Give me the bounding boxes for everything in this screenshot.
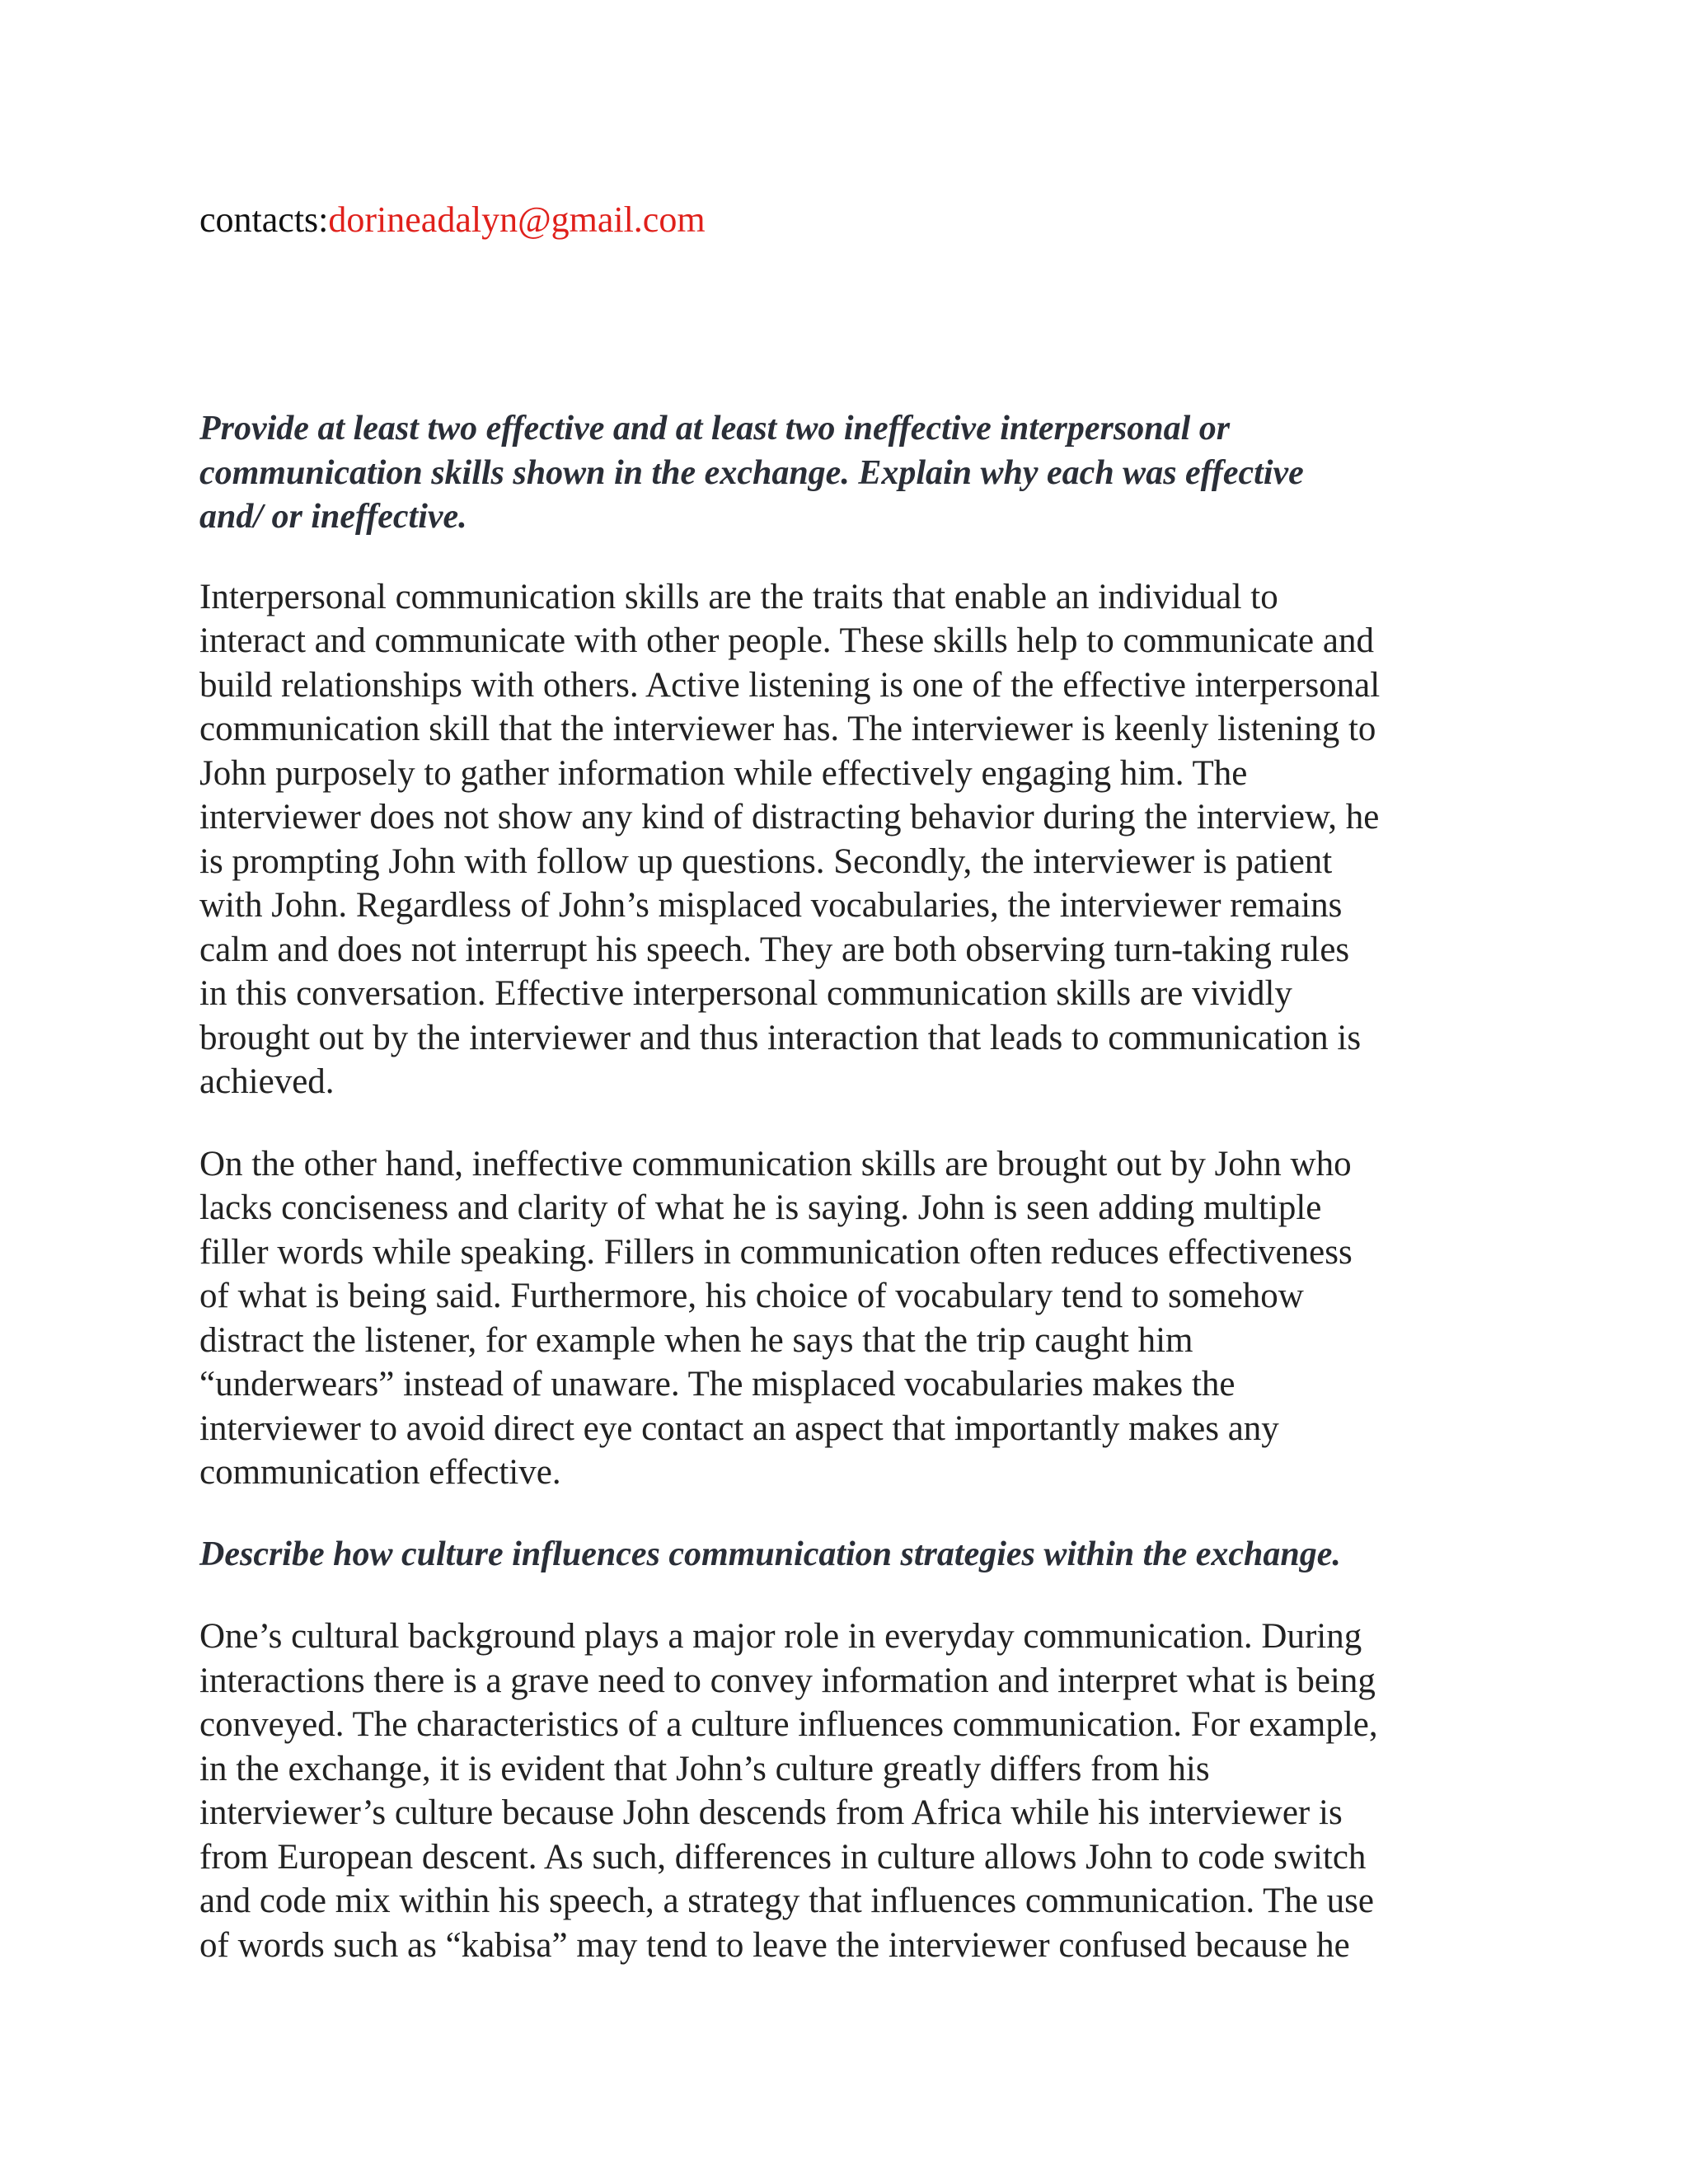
paragraph-line: from European descent. As such, differences in culture allows John to code switch <box>199 1837 1367 1877</box>
paragraph-line: One’s cultural background plays a major role in everyday communication. During <box>199 1617 1362 1656</box>
paragraph-line: is prompting John with follow up questions. Secondly, the interviewer is patient <box>199 841 1333 881</box>
contacts-line <box>199 198 706 242</box>
paragraph-ineffective-skills <box>199 1142 1502 1495</box>
heading-line: Describe how culture influences communication strategies within the exchange. <box>199 1535 1341 1573</box>
paragraph-line: interviewer does not show any kind of distracting behavior during the interview, he <box>199 798 1380 837</box>
paragraph-line: build relationships with others. Active listening is one of the effective interpersonal <box>199 665 1381 705</box>
paragraph-line: interviewer’s culture because John descends from Africa while his interviewer is <box>199 1793 1343 1832</box>
contact-email: dorineadalyn@gmail.com <box>328 199 706 240</box>
paragraph-line: in the exchange, it is evident that John’s culture greatly differs from his <box>199 1749 1210 1788</box>
heading-line: and/ or ineffective. <box>199 498 467 536</box>
paragraph-line: Interpersonal communication skills are the traits that enable an individual to <box>199 577 1278 616</box>
contacts-label: contacts: <box>199 199 329 240</box>
paragraph-line: lacks conciseness and clarity of what he is saying. John is seen adding multiple <box>199 1188 1322 1227</box>
paragraph-line: conveyed. The characteristics of a culture influences communication. For example, <box>199 1705 1378 1744</box>
paragraph-line: distract the listener, for example when he says that the trip caught him <box>199 1320 1193 1360</box>
paragraph-line: interact and communicate with other people. These skills help to communicate and <box>199 621 1374 660</box>
paragraph-line: filler words while speaking. Fillers in communication often reduces effectiveness <box>199 1232 1353 1272</box>
paragraph-line: with John. Regardless of John’s misplaced vocabularies, the interviewer remains <box>199 886 1343 925</box>
heading-line: communication skills shown in the exchange. Explain why each was effective <box>199 453 1304 492</box>
paragraph-effective-skills <box>199 575 1502 1104</box>
paragraph-line: and code mix within his speech, a strategy that influences communication. The use <box>199 1882 1374 1920</box>
paragraph-line: John purposely to gather information while effectively engaging him. The <box>199 753 1248 793</box>
paragraph-line: interviewer to avoid direct eye contact an aspect that importantly makes any <box>199 1408 1279 1448</box>
paragraph-line: of what is being said. Furthermore, his choice of vocabulary tend to somehow <box>199 1277 1304 1315</box>
paragraph-line: communication skill that the interviewer has. The interviewer is keenly listening to <box>199 710 1376 748</box>
paragraph-line: “underwears” instead of unaware. The misplaced vocabularies makes the <box>199 1365 1236 1404</box>
paragraph-culture <box>199 1615 1502 1967</box>
question-heading-2 <box>199 1533 1502 1577</box>
paragraph-line: of words such as “kabisa” may tend to leave the interviewer confused because he <box>199 1925 1350 1965</box>
paragraph-line: in this conversation. Effective interpersonal communication skills are vividly <box>199 974 1292 1013</box>
heading-line: Provide at least two effective and at least two ineffective interpersonal or <box>199 410 1231 448</box>
paragraph-line: calm and does not interrupt his speech. They are both observing turn-taking rules <box>199 930 1350 969</box>
paragraph-line: interactions there is a grave need to convey information and interpret what is being <box>199 1661 1376 1700</box>
question-heading-1 <box>199 407 1502 540</box>
paragraph-line: communication effective. <box>199 1453 561 1492</box>
paragraph-line: On the other hand, ineffective communication skills are brought out by John who <box>199 1144 1352 1183</box>
paragraph-line: achieved. <box>199 1062 335 1101</box>
paragraph-line: brought out by the interviewer and thus interaction that leads to communication is <box>199 1018 1362 1057</box>
document-body <box>199 407 1502 1967</box>
